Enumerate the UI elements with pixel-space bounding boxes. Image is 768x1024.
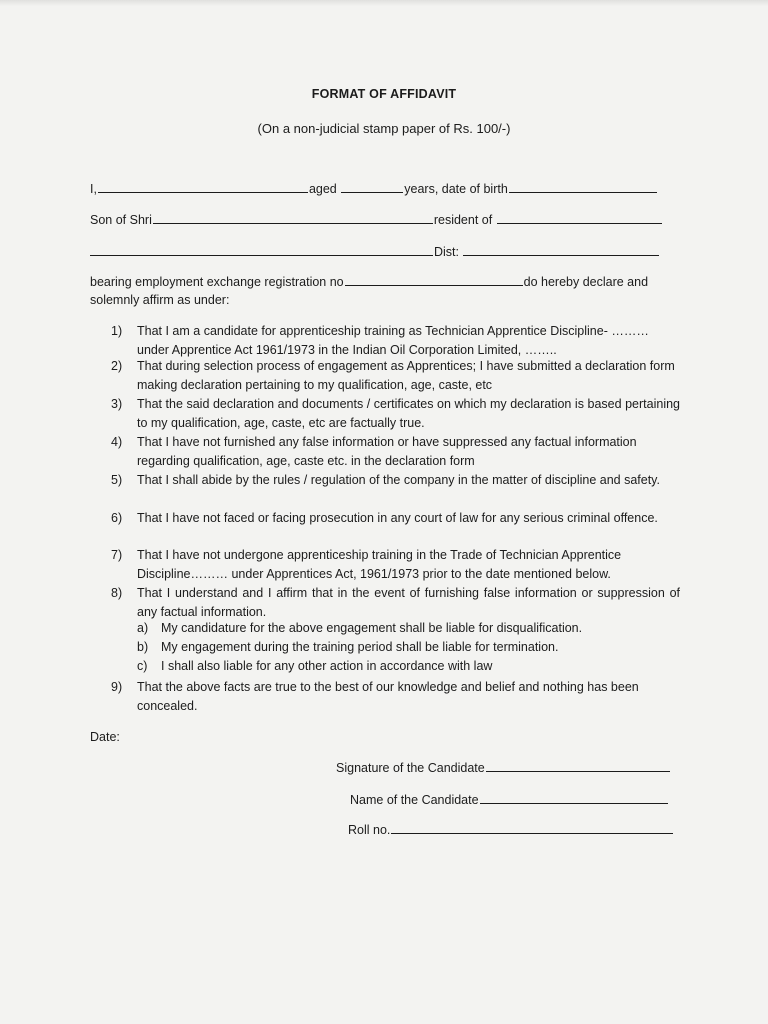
roll-label: Roll no. (348, 823, 391, 837)
roll-line (348, 822, 674, 837)
declaration-end: do hereby declare and (523, 275, 649, 289)
field-line-name (90, 181, 658, 196)
subitem-letter: a) (137, 621, 149, 635)
name-line (350, 792, 669, 807)
item-number: 6) (111, 511, 123, 525)
subitem-letter: b) (137, 640, 149, 654)
field-line-address (90, 244, 660, 259)
blank-name[interactable] (98, 181, 308, 193)
document-subtitle: (On a non-judicial stamp paper of Rs. 100/-) (257, 121, 511, 136)
name-label: Name of the Candidate (350, 793, 479, 807)
item-number: 8) (111, 586, 123, 600)
signature-line (336, 760, 671, 775)
item-number: 1) (111, 324, 123, 338)
blank-district[interactable] (463, 244, 659, 256)
blank-candidate-name[interactable] (480, 792, 668, 804)
document-title: FORMAT OF AFFIDAVIT (311, 87, 457, 101)
item-text: That I have not faced or facing prosecution in any court of law for any serious criminal offence. (137, 511, 658, 525)
item-text: That I shall abide by the rules / regulation of the company in the matter of discipline and safety. (137, 473, 660, 487)
subitem-text: My candidature for the above engagement shall be liable for disqualification. (161, 621, 583, 635)
field-line-father (90, 212, 663, 227)
label-i: I, (90, 182, 97, 196)
subitem-letter: c) (137, 659, 148, 673)
label-son-of: Son of Shri (90, 213, 152, 227)
item-text: That I have not undergone apprenticeship training in the Trade of Technician Apprentice Discipline……… under Apprentices Act, 1961/1973 prior to the date mentioned below. (137, 548, 622, 581)
label-dist: Dist: (434, 245, 459, 259)
blank-registration-no[interactable] (345, 274, 523, 286)
item-text: That I have not furnished any false information or have suppressed any factual information regarding qualification, age, caste etc. in the declaration form (137, 435, 637, 468)
label-resident-of: resident of (433, 213, 493, 227)
item-number: 5) (111, 473, 123, 487)
scan-edge (0, 0, 768, 6)
item-text: That the above facts are true to the best of our knowledge and belief and nothing has been concealed. (137, 680, 639, 713)
item-number: 9) (111, 680, 123, 694)
subitem-text: I shall also liable for any other action in accordance with law (161, 659, 493, 673)
blank-signature[interactable] (486, 760, 670, 772)
blank-father-name[interactable] (153, 212, 433, 224)
item-number: 7) (111, 548, 123, 562)
blank-age[interactable] (341, 181, 403, 193)
signature-label: Signature of the Candidate (336, 761, 485, 775)
item-number: 2) (111, 359, 123, 373)
declaration-start: bearing employment exchange registration no (90, 275, 344, 289)
blank-roll-no[interactable] (391, 822, 673, 834)
item-text: That during selection process of engagement as Apprentices; I have submitted a declaration form making declaration pertaining to my qualification, age, caste, etc (137, 359, 675, 392)
blank-residence[interactable] (497, 212, 662, 224)
declaration-line-2: solemnly affirm as under: (90, 293, 230, 307)
blank-dob[interactable] (509, 181, 657, 193)
item-text: That I understand and I affirm that in the event of furnishing false information or suppression of any factual information. (137, 586, 680, 619)
declaration-line (90, 274, 648, 289)
date-label: Date: (90, 730, 120, 744)
blank-address[interactable] (90, 244, 433, 256)
subitem-text: My engagement during the training period shall be liable for termination. (161, 640, 559, 654)
item-text: That the said declaration and documents / certificates on which my declaration is based pertaining to my qualification, age, caste, etc are factually true. (137, 397, 680, 430)
label-aged: aged (308, 182, 337, 196)
item-number: 3) (111, 397, 123, 411)
label-years-dob: years, date of birth (404, 182, 508, 196)
item-number: 4) (111, 435, 123, 449)
item-text: That I am a candidate for apprenticeship training as Technician Apprentice Discipline- ……… under Apprentice Act 1961/1973 in the Indian Oil Corporation Limited, …….. (137, 324, 649, 357)
